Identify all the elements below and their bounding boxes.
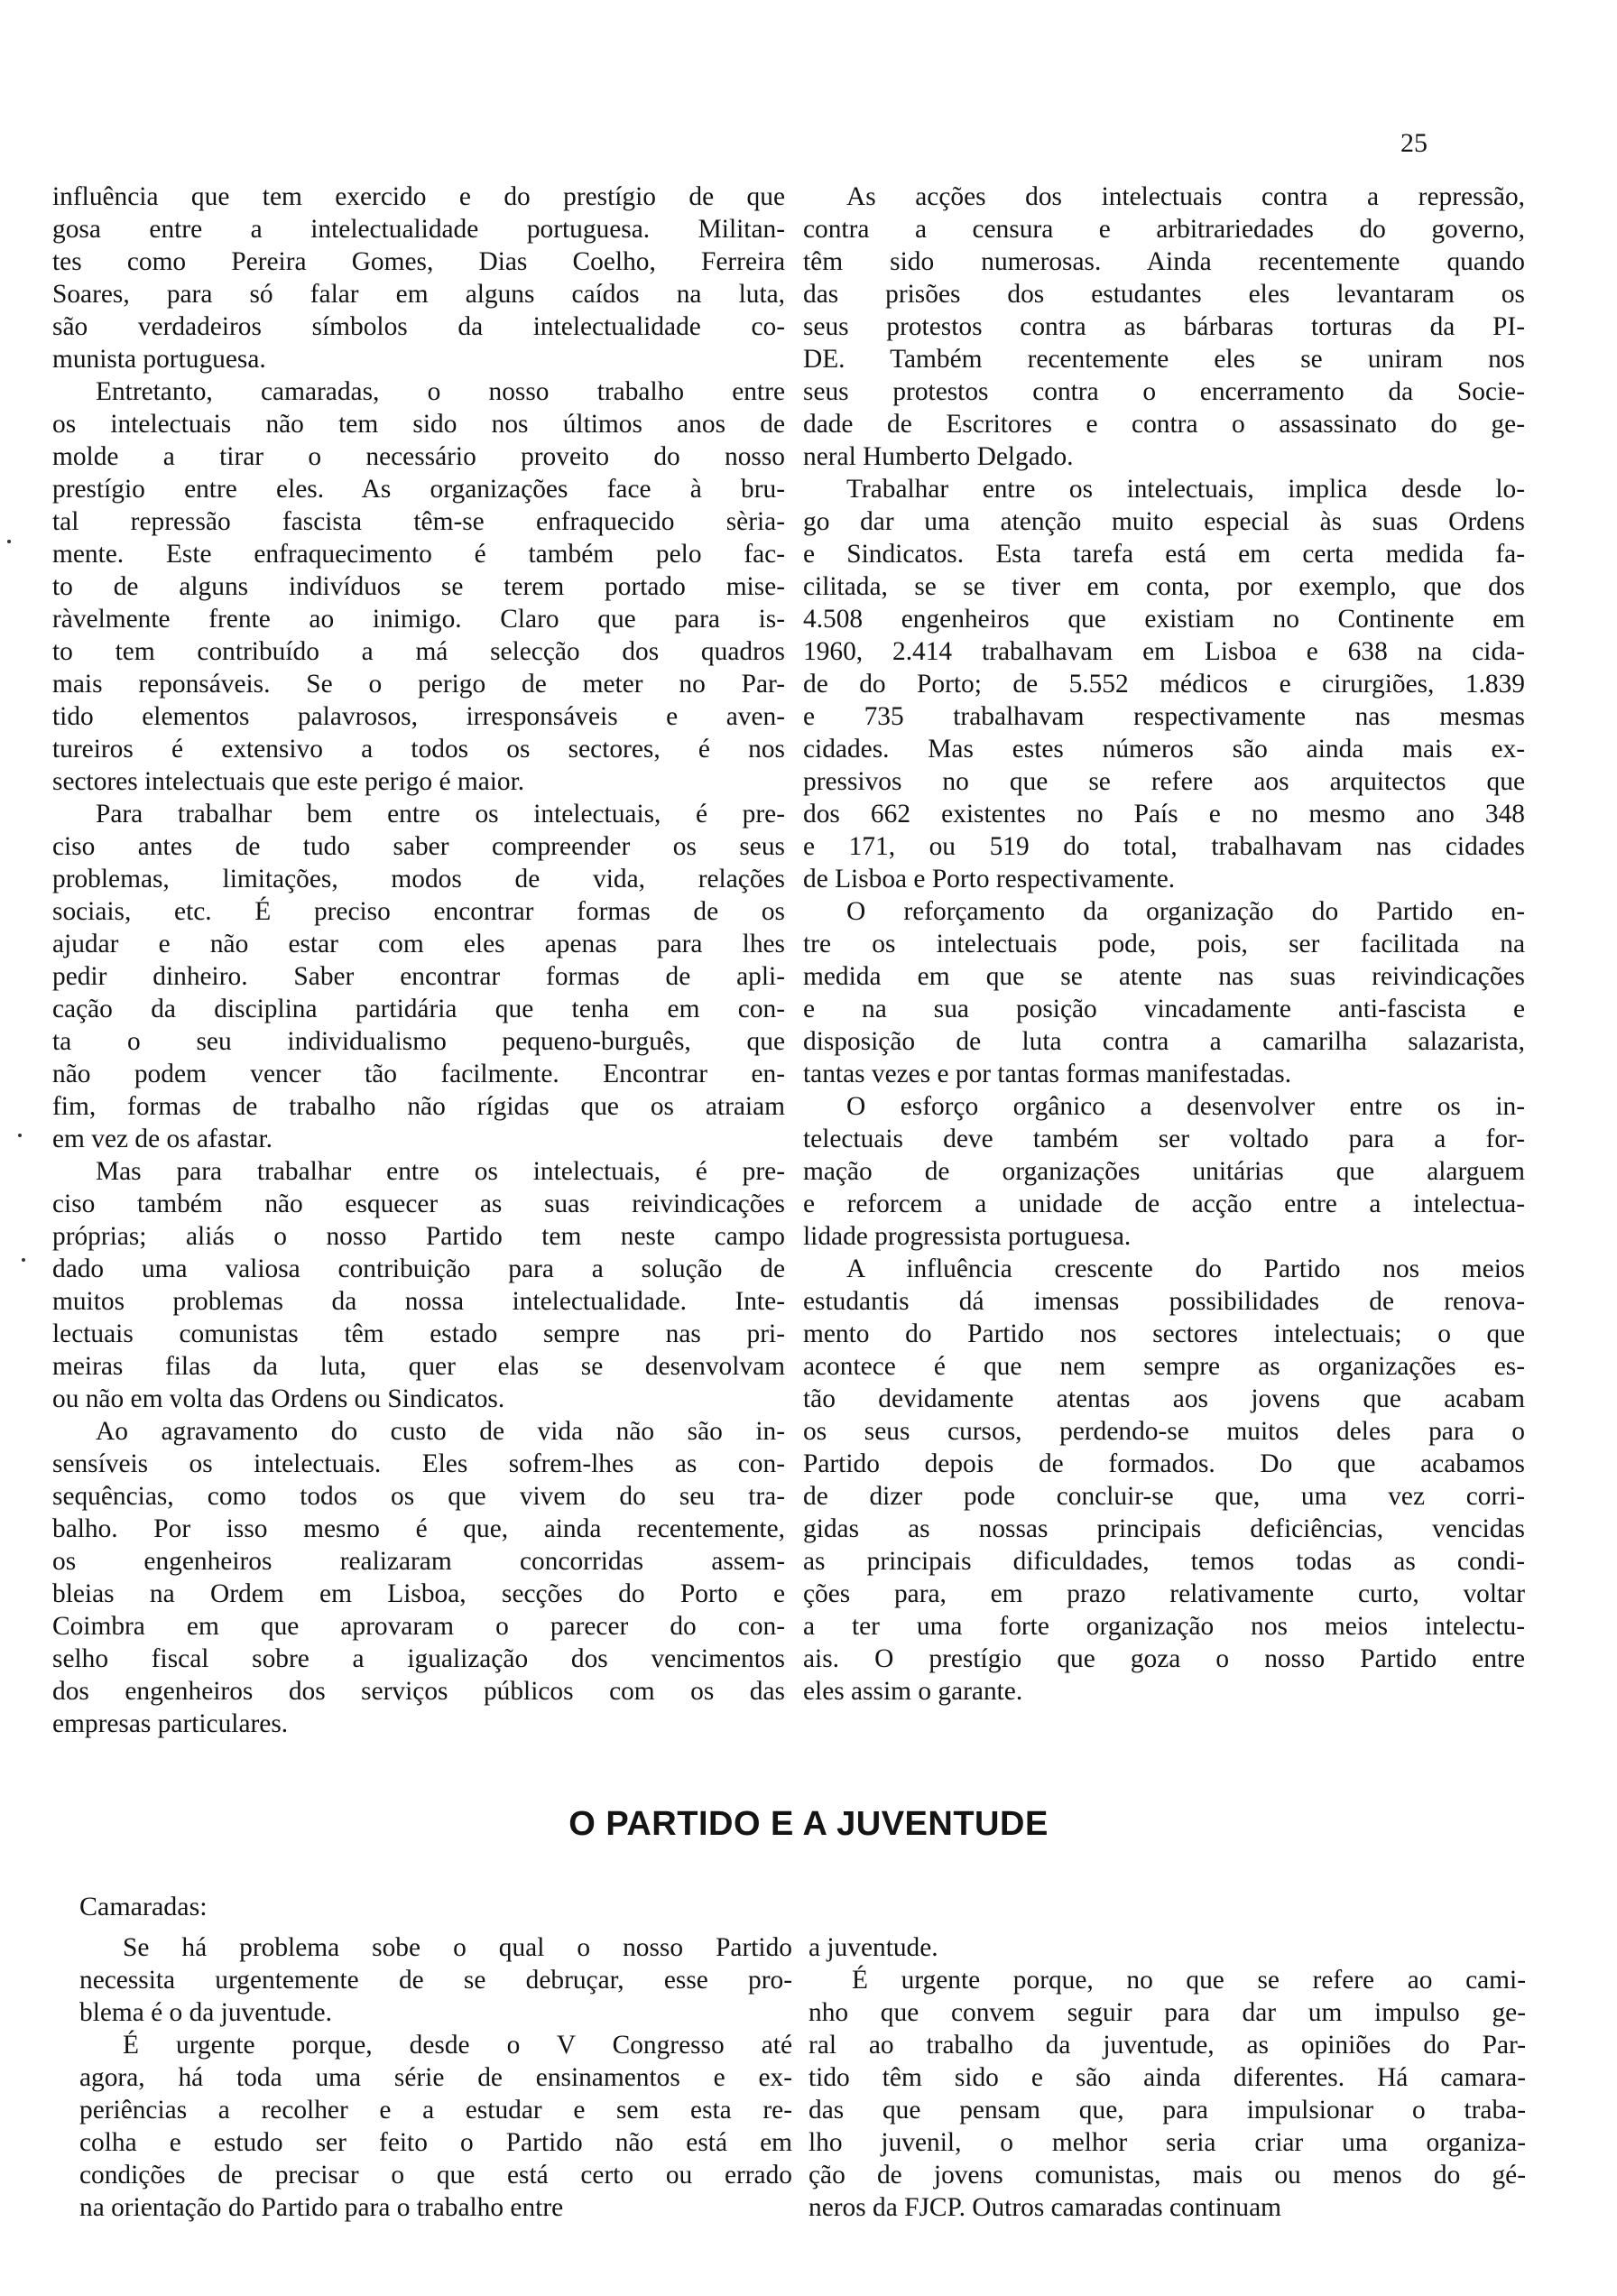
text-line: as principais dificuldades, temos todas as condi-: [803, 1547, 1525, 1576]
text-line: tido elementos palavrosos, irresponsáveis e aven-: [52, 702, 785, 731]
paragraph: [803, 1253, 1525, 1708]
text-line: to tem contribuído a má selecção dos quadros: [52, 637, 785, 666]
text-line: ciso antes de tudo saber compreender os seus: [52, 832, 785, 861]
text-line: necessita urgentemente de se debruçar, esse pro-: [79, 1966, 792, 1995]
text-line: É urgente porque, no que se refere ao cami-: [852, 1966, 1526, 1995]
text-line: os seus cursos, perdendo-se muitos deles para o: [803, 1417, 1525, 1446]
text-line: na orientação do Partido para o trabalho entre: [79, 2193, 564, 2222]
text-line: A influência crescente do Partido nos meios: [846, 1254, 1525, 1283]
text-line: e 171, ou 519 do total, trabalhavam nas cidades: [803, 832, 1525, 861]
section-heading: O PARTIDO E A JUVENTUDE: [568, 1805, 1049, 1843]
text-line: ções para, em prazo relativamente curto, voltar: [803, 1579, 1525, 1608]
text-line: 1960, 2.414 trabalhavam em Lisboa e 638 na cida-: [803, 637, 1525, 666]
text-line: colha e estudo ser feito o Partido não está em: [79, 2128, 792, 2157]
text-line: pedir dinheiro. Saber encontrar formas de apli-: [52, 962, 785, 991]
scan-speck: [7, 540, 11, 543]
text-line: não podem vencer tão facilmente. Encontrar en-: [52, 1060, 785, 1088]
text-line: dos engenheiros dos serviços públicos com os das: [52, 1677, 785, 1706]
text-line: condições de precisar o que está certo ou errado: [79, 2161, 792, 2190]
text-line: a ter uma forte organização nos meios intelectu-: [803, 1612, 1525, 1641]
text-line: próprias; aliás o nosso Partido tem neste campo: [52, 1222, 785, 1251]
text-line: Coimbra em que aprovaram o parecer do con-: [52, 1612, 785, 1641]
scan-speck: [18, 1134, 22, 1137]
text-line: dade de Escritores e contra o assassinato do ge-: [803, 410, 1525, 439]
text-line: selho fiscal sobre a igualização dos vencimentos: [52, 1644, 785, 1673]
text-line: DE. Também recentemente eles se uniram nos: [803, 345, 1525, 374]
text-line: e Sindicatos. Esta tarefa está em certa medida fa-: [803, 540, 1525, 569]
text-line: meiras filas da luta, quer elas se desenvolvam: [52, 1352, 785, 1381]
text-line: acontece é que nem sempre as organizações es-: [803, 1352, 1525, 1381]
text-line: a juventude.: [808, 1933, 938, 1962]
text-line: lho juvenil, o melhor seria criar uma organiza-: [808, 2128, 1526, 2157]
text-line: cilitada, se se tiver em conta, por exemplo, que dos: [803, 572, 1525, 601]
text-line: de Lisboa e Porto respectivamente.: [803, 865, 1176, 893]
text-line: ta o seu individualismo pequeno-burguês, que: [52, 1027, 785, 1056]
paragraph: [52, 181, 785, 375]
text-line: Soares, para só falar em alguns caídos na luta,: [52, 280, 785, 309]
paragraph: [803, 1090, 1525, 1253]
text-line: dos 662 existentes no País e no mesmo ano 348: [803, 800, 1525, 829]
text-line: tão devidamente atentas aos jovens que acabam: [803, 1384, 1525, 1413]
text-line: sequências, como todos os que vivem do seu tra-: [52, 1482, 785, 1511]
text-line: medida em que se atente nas suas reivindicações: [803, 962, 1525, 991]
text-line: tes como Pereira Gomes, Dias Coelho, Ferreira: [52, 247, 785, 276]
text-line: neros da FJCP. Outros camaradas continuam: [808, 2193, 1282, 2222]
text-line: muitos problemas da nossa intelectualidade. Inte-: [52, 1287, 785, 1316]
salutation: Camaradas:: [79, 1892, 208, 1921]
text-line: blema é o da juventude.: [79, 1998, 332, 2027]
text-line: tido têm sido e são ainda diferentes. Há camara-: [808, 2063, 1526, 2092]
text-line: em vez de os afastar.: [52, 1125, 273, 1153]
text-line: tureiros é extensivo a todos os sectores, é nos: [52, 735, 785, 764]
text-line: Se há problema sobe o qual o nosso Partido: [123, 1933, 792, 1962]
text-line: mais reponsáveis. Se o perigo de meter no Par-: [52, 670, 785, 699]
text-line: têm sido numerosas. Ainda recentemente quando: [803, 247, 1525, 276]
text-line: ràvelmente frente ao inimigo. Claro que para is-: [52, 605, 785, 634]
text-line: Partido depois de formados. Do que acabamos: [803, 1449, 1525, 1478]
text-line: ciso também não esquecer as suas reivindicações: [52, 1190, 785, 1218]
right-column-top: [803, 181, 1525, 1708]
text-line: mação de organizações unitárias que alarguem: [803, 1157, 1525, 1186]
text-line: estudantis dá imensas possibilidades de renova-: [803, 1287, 1525, 1316]
text-line: 4.508 engenheiros que existiam no Continente em: [803, 605, 1525, 634]
paragraph: [808, 1931, 1526, 1964]
paragraph: [52, 1155, 785, 1415]
text-line: ais. O prestígio que goza o nosso Partido entre: [803, 1644, 1525, 1673]
paragraph: [803, 473, 1525, 895]
text-line: O reforçamento da organização do Partido en-: [846, 897, 1525, 926]
text-line: to de alguns indivíduos se terem portado mise-: [52, 572, 785, 601]
text-line: sensíveis os intelectuais. Eles sofrem-lhes as con-: [52, 1449, 785, 1478]
text-line: dado uma valiosa contribuição para a solução de: [52, 1254, 785, 1283]
text-line: mente. Este enfraquecimento é também pelo fac-: [52, 540, 785, 569]
text-line: bleias na Ordem em Lisboa, secções do Porto e: [52, 1579, 785, 1608]
text-line: gosa entre a intelectualidade portuguesa. Militan-: [52, 215, 785, 244]
text-line: tre os intelectuais pode, pois, ser facilitada na: [803, 930, 1525, 958]
left-column-top: [52, 181, 785, 1740]
text-line: ajudar e não estar com eles apenas para lhes: [52, 930, 785, 958]
text-line: As acções dos intelectuais contra a repressão,: [846, 182, 1525, 211]
paragraph: [803, 895, 1525, 1090]
text-line: Entretanto, camaradas, o nosso trabalho entre: [96, 377, 785, 406]
text-line: pressivos no que se refere aos arquitectos que: [803, 767, 1525, 796]
text-line: os intelectuais não tem sido nos últimos anos de: [52, 410, 785, 439]
text-line: contra a censura e arbitrariedades do governo,: [803, 215, 1525, 244]
text-line: de do Porto; de 5.552 médicos e cirurgiões, 1.839: [803, 670, 1525, 699]
text-line: prestígio entre eles. As organizações face à bru-: [52, 475, 785, 504]
text-line: lidade progressista portuguesa.: [803, 1222, 1132, 1251]
text-line: influência que tem exercido e do prestígio de que: [52, 182, 785, 211]
text-line: disposição de luta contra a camarilha salazarista,: [803, 1027, 1525, 1056]
text-line: são verdadeiros símbolos da intelectualidade co-: [52, 312, 785, 341]
text-line: nho que convem seguir para dar um impulso ge-: [808, 1998, 1526, 2027]
text-line: empresas particulares.: [52, 1709, 289, 1738]
text-line: periências a recolher e a estudar e sem esta re-: [79, 2096, 792, 2125]
paragraph: [808, 1964, 1526, 2224]
page-number: 25: [1400, 128, 1428, 158]
text-line: eles assim o garante.: [803, 1677, 1023, 1706]
text-line: das que pensam que, para impulsionar o traba-: [808, 2096, 1526, 2125]
text-line: Para trabalhar bem entre os intelectuais, é pre-: [96, 800, 785, 829]
text-line: Trabalhar entre os intelectuais, implica desde lo-: [846, 475, 1525, 504]
text-line: gidas as nossas principais deficiências, vencidas: [803, 1514, 1525, 1543]
text-line: cação da disciplina partidária que tenha em con-: [52, 995, 785, 1023]
text-line: fim, formas de trabalho não rígidas que os atraiam: [52, 1092, 785, 1121]
text-line: ou não em volta das Ordens ou Sindicatos.: [52, 1384, 505, 1413]
text-line: e na sua posição vincadamente anti-fascista e: [803, 995, 1525, 1023]
right-column-bottom: [808, 1931, 1526, 2224]
text-line: seus protestos contra as bárbaras torturas da PI-: [803, 312, 1525, 341]
text-line: e reforcem a unidade de acção entre a intelectua-: [803, 1190, 1525, 1218]
text-line: É urgente porque, desde o V Congresso até: [123, 2031, 792, 2060]
text-line: molde a tirar o necessário proveito do nosso: [52, 442, 785, 471]
text-line: e 735 trabalhavam respectivamente nas mesmas: [803, 702, 1525, 731]
paragraph: [52, 375, 785, 798]
paragraph: [79, 2029, 792, 2224]
text-line: go dar uma atenção muito especial às suas Ordens: [803, 507, 1525, 536]
paragraph: [79, 1931, 792, 2029]
text-line: cidades. Mas estes números são ainda mais ex-: [803, 735, 1525, 764]
left-column-bottom: [79, 1931, 792, 2224]
text-line: Ao agravamento do custo de vida não são in-: [96, 1417, 785, 1446]
scan-speck: [22, 1258, 25, 1262]
text-line: lectuais comunistas têm estado sempre nas pri-: [52, 1319, 785, 1348]
text-line: ção de jovens comunistas, mais ou menos do gé-: [808, 2161, 1526, 2190]
text-line: balho. Por isso mesmo é que, ainda recentemente,: [52, 1514, 785, 1543]
text-line: tantas vezes e por tantas formas manifestadas.: [803, 1060, 1292, 1088]
paragraph: [803, 181, 1525, 473]
text-line: telectuais deve também ser voltado para a for-: [803, 1125, 1525, 1153]
paragraph: [52, 1415, 785, 1740]
text-line: munista portuguesa.: [52, 345, 266, 374]
text-line: seus protestos contra o encerramento da Socie-: [803, 377, 1525, 406]
text-line: neral Humberto Delgado.: [803, 442, 1074, 471]
text-line: tal repressão fascista têm-se enfraquecido sèria-: [52, 507, 785, 536]
text-line: de dizer pode concluir-se que, uma vez corri-: [803, 1482, 1525, 1511]
text-line: problemas, limitações, modos de vida, relações: [52, 865, 785, 893]
text-line: ral ao trabalho da juventude, as opiniões do Par-: [808, 2031, 1526, 2060]
text-line: os engenheiros realizaram concorridas assem-: [52, 1547, 785, 1576]
text-line: O esforço orgânico a desenvolver entre os in-: [846, 1092, 1525, 1121]
text-line: sectores intelectuais que este perigo é maior.: [52, 767, 525, 796]
text-line: das prisões dos estudantes eles levantaram os: [803, 280, 1525, 309]
text-line: sociais, etc. É preciso encontrar formas de os: [52, 897, 785, 926]
text-line: mento do Partido nos sectores intelectuais; o que: [803, 1319, 1525, 1348]
paragraph: [52, 798, 785, 1155]
text-line: agora, há toda uma série de ensinamentos e ex-: [79, 2063, 792, 2092]
text-line: Mas para trabalhar entre os intelectuais, é pre-: [96, 1157, 785, 1186]
